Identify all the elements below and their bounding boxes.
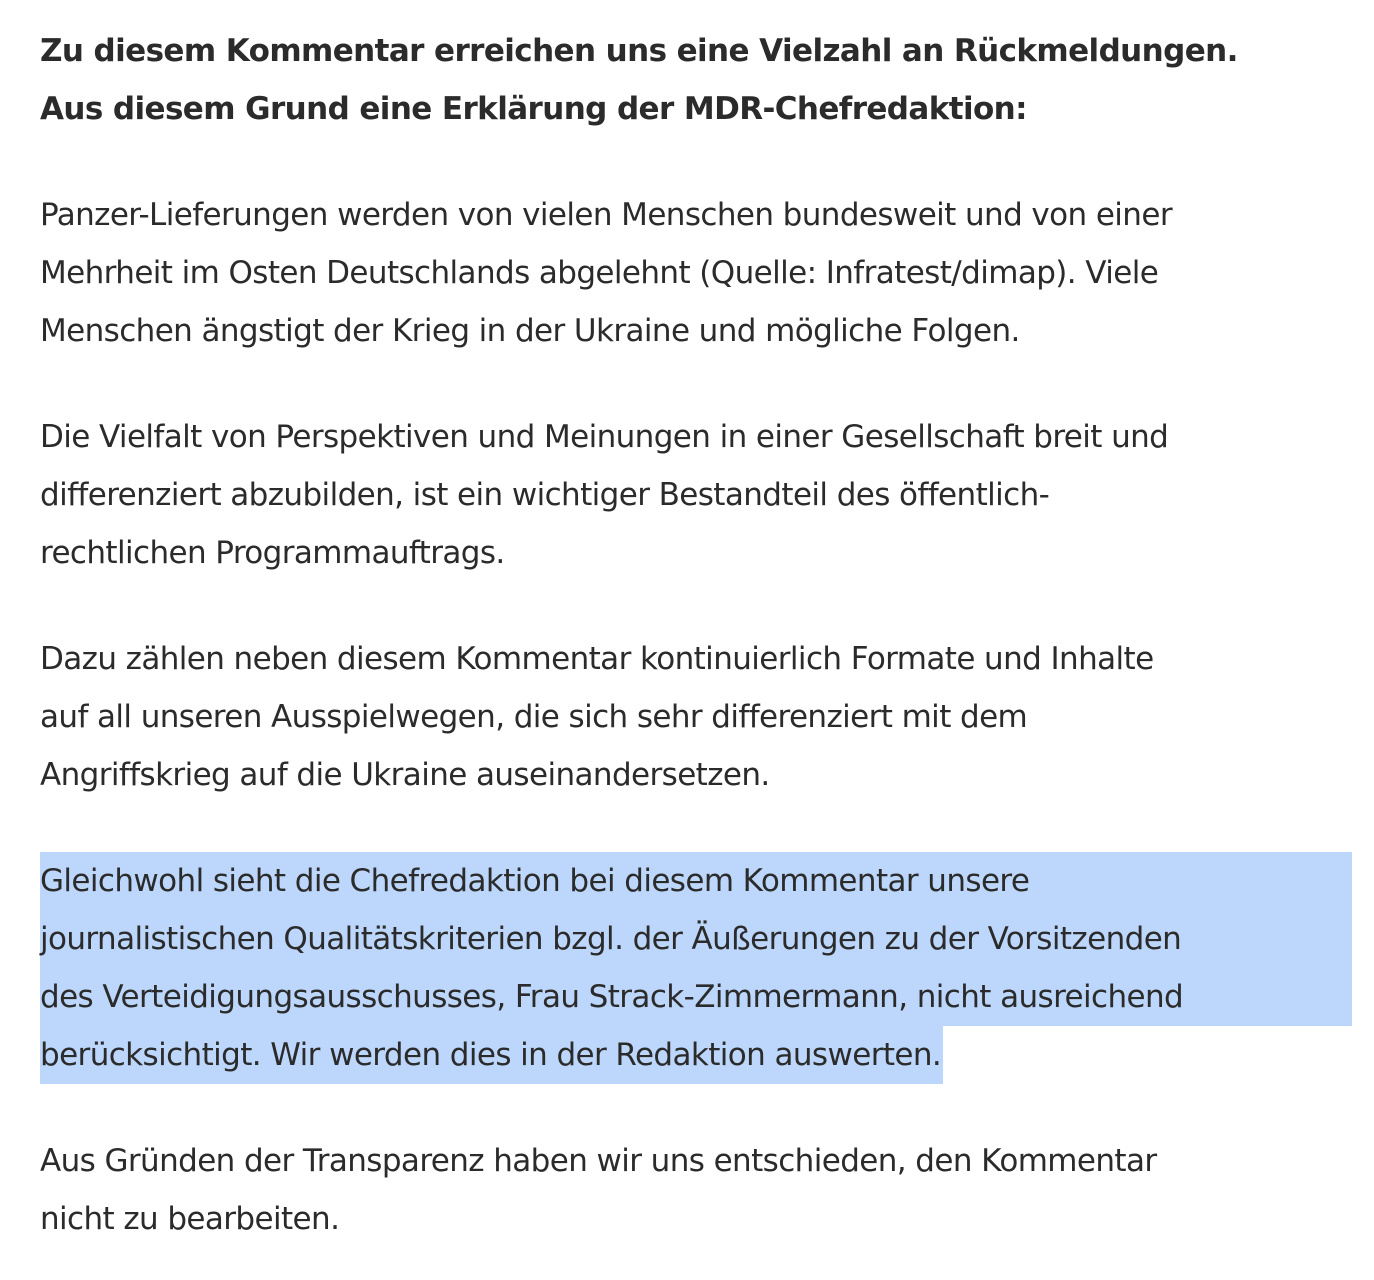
paragraph-line: Menschen ängstigt der Krieg in der Ukraine und mögliche Folgen. (40, 313, 1020, 349)
intro-line: Aus diesem Grund eine Erklärung der MDR-Chefredaktion: (40, 91, 1027, 127)
intro-line: Zu diesem Kommentar erreichen uns eine Vielzahl an Rückmeldungen. (40, 33, 1238, 69)
paragraph-transparency (40, 1132, 1340, 1248)
selected-line[interactable]: journalistischen Qualitätskriterien bzgl. der Äußerungen zu der Vorsitzenden (40, 910, 1352, 968)
paragraph-line: differenziert abzubilden, ist ein wichtiger Bestandteil des öffentlich- (40, 477, 1050, 513)
paragraph-formats (40, 630, 1340, 804)
selected-line[interactable]: Gleichwohl sieht die Chefredaktion bei diesem Kommentar unsere (40, 852, 1352, 910)
paragraph-line: Panzer-Lieferungen werden von vielen Menschen bundesweit und von einer (40, 197, 1172, 233)
paragraph-survey (40, 186, 1340, 360)
statement-article (40, 22, 1340, 1248)
paragraph-line: nicht zu bearbeiten. (40, 1201, 340, 1237)
paragraph-line: rechtlichen Programmauftrags. (40, 535, 505, 571)
paragraph-line: auf all unseren Ausspielwegen, die sich sehr differenziert mit dem (40, 699, 1028, 735)
paragraph-line: Dazu zählen neben diesem Kommentar kontinuierlich Formate und Inhalte (40, 641, 1154, 677)
paragraph-line: Angriffskrieg auf die Ukraine auseinandersetzen. (40, 757, 770, 793)
paragraph-line: Die Vielfalt von Perspektiven und Meinungen in einer Gesellschaft breit und (40, 419, 1169, 455)
paragraph-line: Aus Gründen der Transparenz haben wir uns entschieden, den Kommentar (40, 1143, 1157, 1179)
paragraph-diversity (40, 408, 1340, 582)
selected-line-last[interactable] (40, 1026, 1340, 1084)
intro-heading (40, 22, 1340, 138)
paragraph-highlighted-selection[interactable] (40, 852, 1340, 1084)
selected-line[interactable]: des Verteidigungsausschusses, Frau Strack-Zimmermann, nicht ausreichend (40, 968, 1352, 1026)
paragraph-line: Mehrheit im Osten Deutschlands abgelehnt (Quelle: Infratest/dimap). Viele (40, 255, 1159, 291)
selected-text[interactable]: berücksichtigt. Wir werden dies in der Redaktion auswerten. (40, 1026, 943, 1084)
